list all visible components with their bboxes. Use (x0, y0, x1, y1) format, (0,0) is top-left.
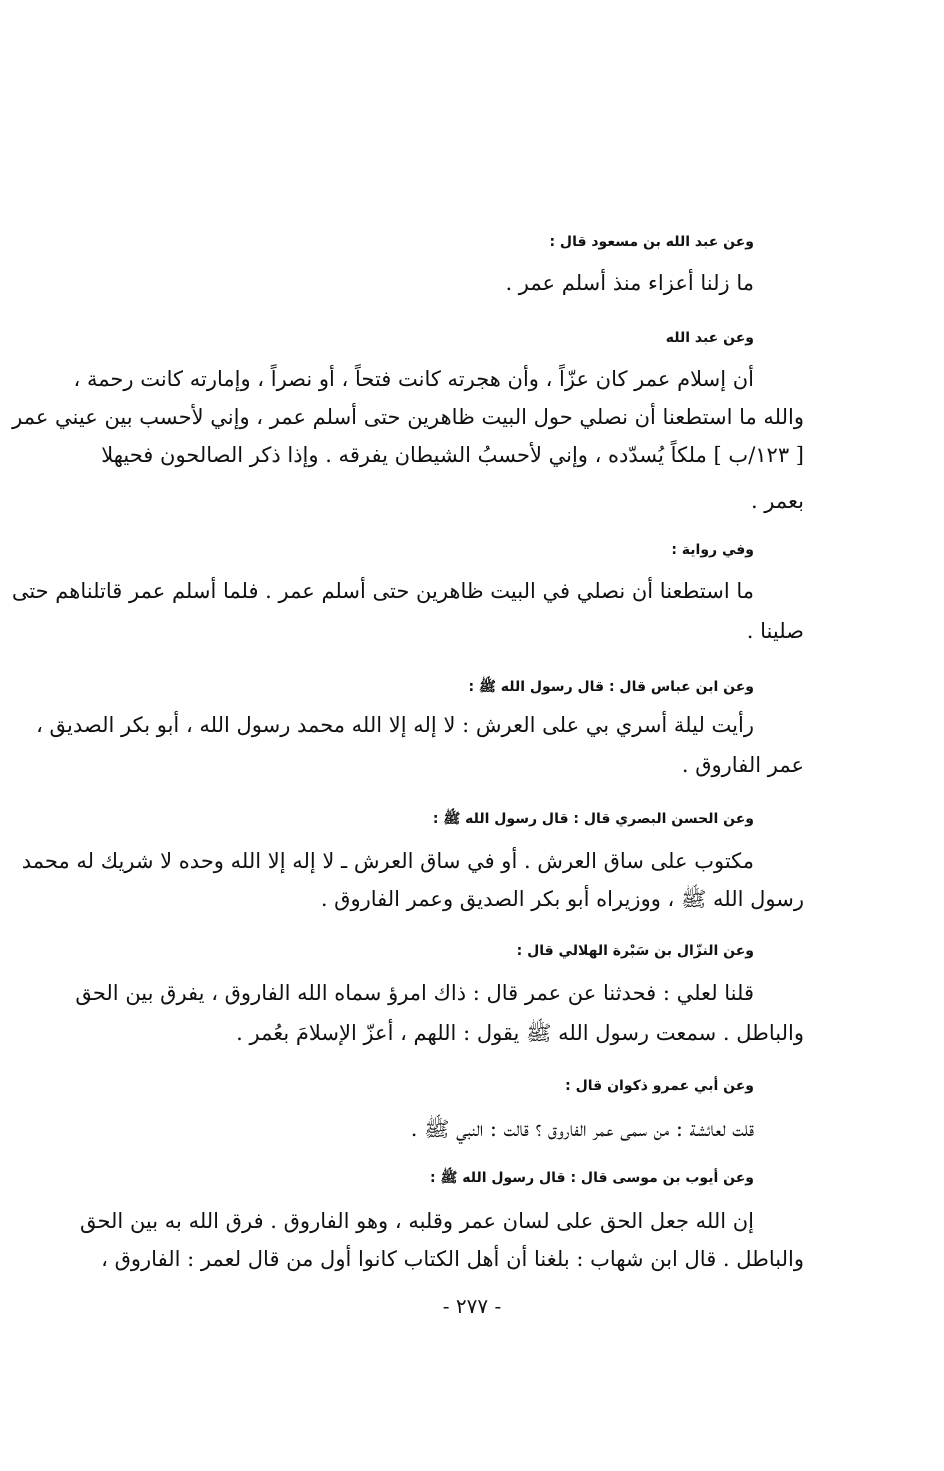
page-number: - ٢٧٧ - (442, 1294, 502, 1318)
text-line: رأيت ليلة أسري بي على العرش : لا إله إلا الله محمد رسول الله ، أبو بكر الصديق ، (36, 713, 754, 737)
text-line: والباطل . سمعت رسول الله ﷺ يقول : اللهم ، أعزّ الإسلامَ بعُمر . (236, 1021, 804, 1045)
text-line: قلت لعائشة : من سمى عمر الفاروق ؟ قالت : النبي ﷺ . (410, 1117, 754, 1141)
text-line: رسول الله ﷺ ، ووزيراه أبو بكر الصديق وعمر الفاروق . (320, 887, 804, 911)
section-heading: وعن الحسن البصري قال : قال رسول الله ﷺ : (432, 811, 754, 827)
text-line: صلينا . (746, 619, 804, 643)
text-line: قلنا لعلي : فحدثنا عن عمر قال : ذاك امرؤ سماه الله الفاروق ، يفرق بين الحق (75, 981, 754, 1005)
text-line: بعمر . (750, 489, 804, 513)
text-line: أن إسلام عمر كان عزّاً ، وأن هجرته كانت فتحاً ، أو نصراً ، وإمارته كانت رحمة ، (73, 367, 754, 391)
section-heading: وعن عبد الله (665, 330, 754, 346)
section-heading: وعن ابن عباس قال : قال رسول الله ﷺ : (468, 679, 754, 695)
section-heading: وعن أيوب بن موسى قال : قال رسول الله ﷺ : (429, 1170, 754, 1186)
section-heading: وعن أبي عمرو ذكوان قال : (565, 1078, 754, 1094)
section-heading: وعن النزّال بن سَبْرة الهلالي قال : (516, 943, 754, 959)
text-line: مكتوب على ساق العرش . أو في ساق العرش ـ لا إله إلا الله وحده لا شريك له محمد (21, 849, 754, 873)
text-line: والباطل . قال ابن شهاب : بلغنا أن أهل الكتاب كانوا أول من قال لعمر : الفاروق ، (101, 1247, 804, 1271)
text-line: [ ١٢٣/ب ] ملكاً يُسدّده ، وإني لأحسبُ الشيطان يفرقه . وإذا ذكر الصالحون فحيهلا (101, 443, 804, 467)
section-heading: وفي رواية : (671, 542, 754, 558)
text-line: عمر الفاروق . (681, 753, 804, 777)
text-line: ما استطعنا أن نصلي في البيت ظاهرين حتى أسلم عمر . فلما أسلم عمر قاتلناهم حتى (11, 579, 754, 603)
text-line: والله ما استطعنا أن نصلي حول البيت ظاهرين حتى أسلم عمر ، وإني لأحسب بين عيني عمر (12, 405, 804, 429)
text-line: ما زلنا أعزاء منذ أسلم عمر . (505, 271, 754, 295)
section-heading: وعن عبد الله بن مسعود قال : (549, 234, 754, 250)
text-line: إن الله جعل الحق على لسان عمر وقلبه ، وهو الفاروق . فرق الله به بين الحق (79, 1209, 754, 1233)
